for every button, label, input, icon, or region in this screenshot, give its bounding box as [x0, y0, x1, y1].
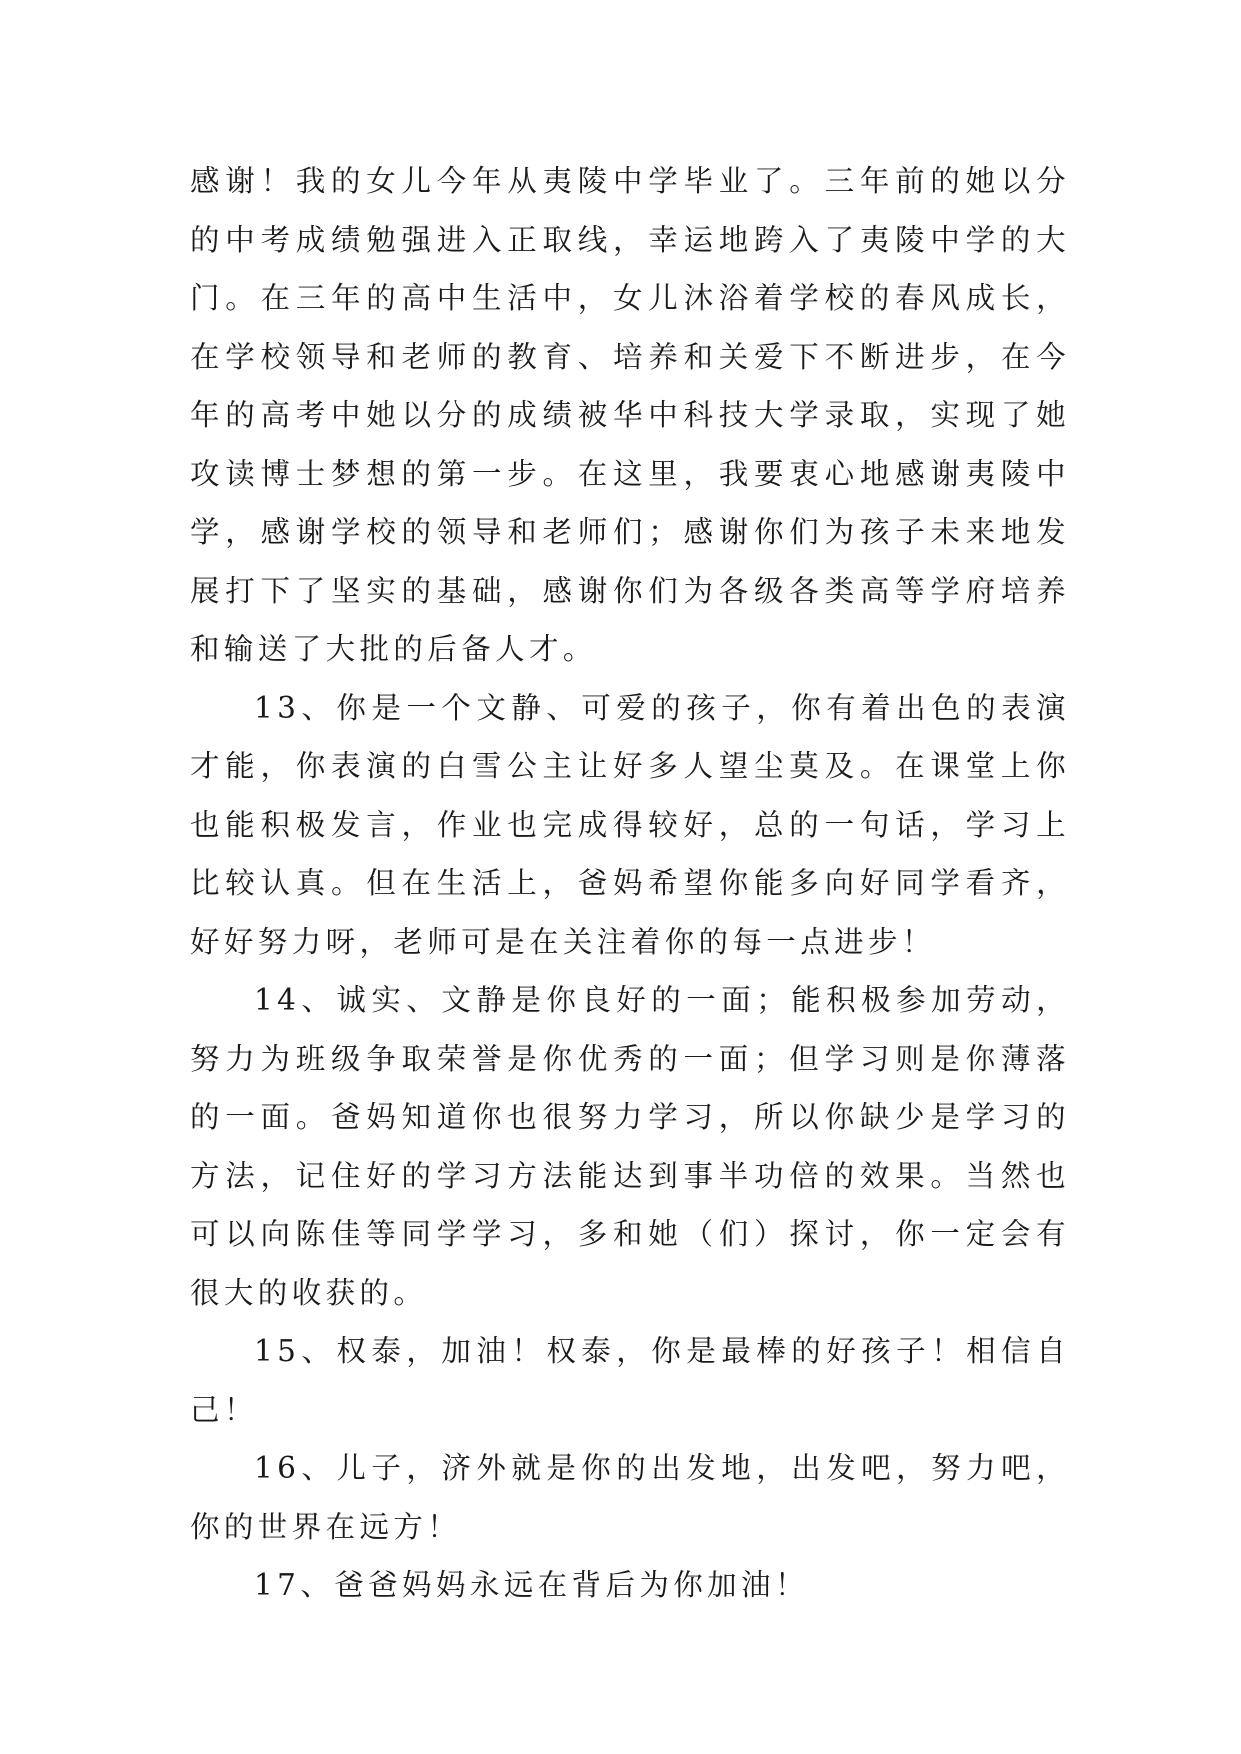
paragraph-16: 16、儿子，济外就是你的出发地，出发吧，努力吧，你的世界在远方！ [190, 1451, 1070, 1544]
paragraph-13: 13、你是一个文静、可爱的孩子，你有着出色的表演才能，你表演的白雪公主让好多人望尘莫及。在课堂上你也能积极发言，作业也完成得较好，总的一句话，学习上比较认真。但在生活上，爸妈希望你能多向好同学看齐，好好努力呀，老师可是在关注着你的每一点进步！ [190, 690, 1070, 959]
document-body [190, 152, 1070, 1615]
paragraph-14: 14、诚实、文静是你良好的一面；能积极参加劳动，努力为班级争取荣誉是你优秀的一面；但学习则是你薄落的一面。爸妈知道你也很努力学习，所以你缺少是学习的方法，记住好的学习方法能达到事半功倍的效果。当然也可以向陈佳等同学学习，多和她（们）探讨，你一定会有很大的收获的。 [190, 983, 1070, 1310]
paragraph-17: 17、爸爸妈妈永远在背后为你加油！ [254, 1568, 809, 1602]
paragraph-15: 15、权泰，加油！权泰，你是最棒的好孩子！相信自己！ [190, 1334, 1070, 1427]
paragraph-thanks: 感谢！我的女儿今年从夷陵中学毕业了。三年前的她以分的中考成绩勉强进入正取线，幸运地跨入了夷陵中学的大门。在三年的高中生活中，女儿沐浴着学校的春风成长，在学校领导和老师的教育、培养和关爱下不断进步，在今年的高考中她以分的成绩被华中科技大学录取，实现了她攻读博士梦想的第一步。在这里，我要衷心地感谢夷陵中学，感谢学校的领导和老师们；感谢你们为孩子未来地发展打下了坚实的基础，感谢你们为各级各类高等学府培养和输送了大批的后备人才。 [190, 164, 1070, 666]
